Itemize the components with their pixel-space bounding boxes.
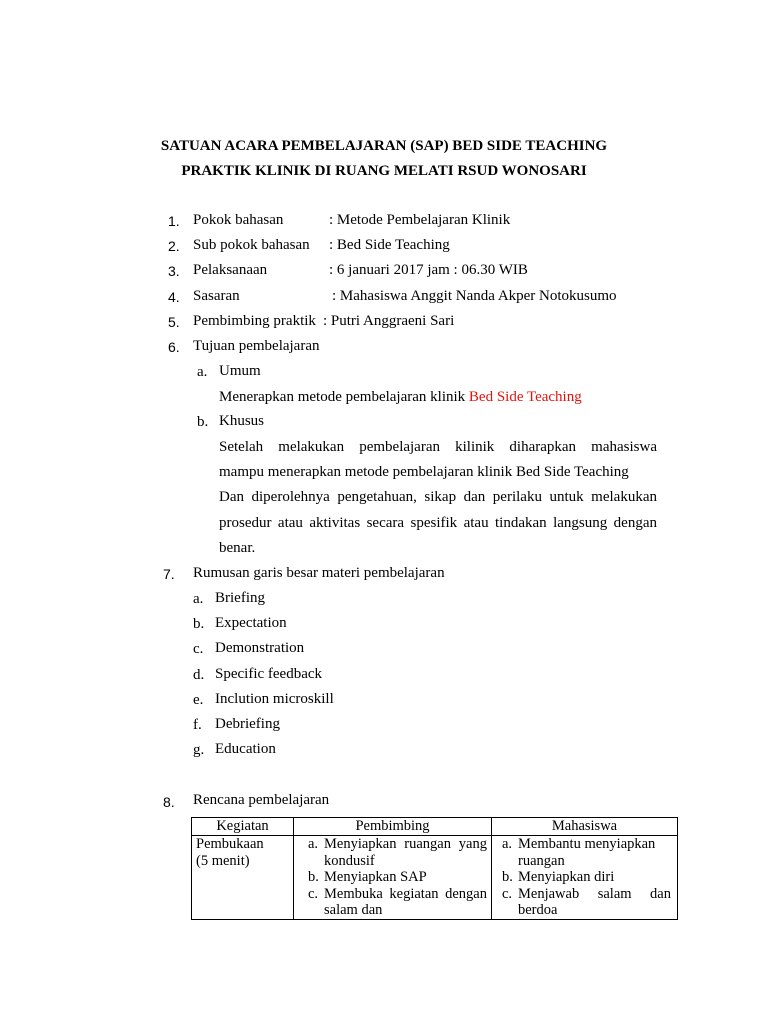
- header-kegiatan: Kegiatan: [192, 818, 294, 836]
- materi-marker: a.: [193, 591, 204, 607]
- item-number: 6.: [168, 339, 180, 355]
- document-title-line-1: SATUAN ACARA PEMBELAJARAN (SAP) BED SIDE TEACHING: [160, 138, 608, 154]
- umum-text: [219, 389, 582, 406]
- materi-heading: Rumusan garis besar materi pembelajaran: [193, 565, 445, 581]
- umum-marker: a.: [197, 364, 208, 380]
- khusus-line-2: mampu menerapkan metode pembelajaran klinik Bed Side Teaching: [219, 464, 629, 480]
- umum-text-highlight: Bed Side Teaching: [468, 389, 582, 405]
- rencana-heading: Rencana pembelajaran: [193, 792, 330, 808]
- materi-item: Inclution microskill: [215, 691, 334, 707]
- list-item: c. Menjawab salam dan berdoa: [502, 885, 671, 918]
- item-number: 7.: [163, 566, 175, 582]
- list-item: b. Menyiapkan diri: [502, 869, 615, 885]
- umum-label: Umum: [219, 363, 261, 379]
- rencana-table: [191, 817, 678, 920]
- table-row: [192, 836, 678, 920]
- header-mahasiswa: Mahasiswa: [492, 818, 678, 836]
- materi-marker: e.: [193, 692, 204, 708]
- item-value: : Metode Pembelajaran Klinik: [329, 212, 511, 228]
- list-item: b. Menyiapkan SAP: [308, 869, 427, 885]
- item-value: : 6 januari 2017 jam : 06.30 WIB: [329, 262, 528, 278]
- kegiatan-cell: [192, 836, 294, 920]
- umum-text-plain: Menerapkan metode pembelajaran klinik: [219, 389, 469, 405]
- khusus-marker: b.: [197, 414, 209, 430]
- kegiatan-line: (5 menit): [196, 853, 250, 869]
- item-number: 1.: [168, 213, 180, 229]
- item-value: : Mahasiswa Anggit Nanda Akper Notokusumo: [332, 288, 617, 304]
- khusus-line-4: prosedur atau aktivitas secara spesifik atau tindakan langsung dengan: [219, 515, 657, 531]
- item-value: : Putri Anggraeni Sari: [323, 313, 455, 329]
- khusus-line-5: benar.: [219, 540, 256, 556]
- materi-item: Education: [215, 741, 276, 757]
- document-title-line-2: PRAKTIK KLINIK DI RUANG MELATI RSUD WONOSARI: [181, 163, 587, 179]
- item-label: Pokok bahasan: [193, 212, 284, 228]
- header-pembimbing: Pembimbing: [294, 818, 492, 836]
- pembimbing-cell: [294, 836, 492, 920]
- materi-item: Expectation: [215, 615, 287, 631]
- item-label: Sub pokok bahasan: [193, 237, 310, 253]
- tujuan-heading: Tujuan pembelajaran: [193, 338, 320, 354]
- khusus-line-1: Setelah melakukan pembelajaran kilinik diharapkan mahasiswa: [219, 439, 657, 455]
- item-value: : Bed Side Teaching: [329, 237, 450, 253]
- list-item: a. Membantu menyiapkan ruangan: [502, 836, 656, 869]
- item-number: 3.: [168, 263, 180, 279]
- khusus-label: Khusus: [219, 413, 265, 429]
- table-header-row: [192, 818, 678, 836]
- item-number: 8.: [163, 794, 175, 810]
- materi-marker: b.: [193, 616, 205, 632]
- item-label: Sasaran: [193, 288, 240, 304]
- kegiatan-line: Pembukaan: [196, 836, 264, 852]
- materi-marker: f.: [193, 717, 202, 733]
- materi-marker: g.: [193, 742, 205, 758]
- item-label: Pembimbing praktik: [193, 313, 316, 329]
- materi-item: Debriefing: [215, 716, 280, 732]
- materi-item: Specific feedback: [215, 666, 323, 682]
- materi-marker: c.: [193, 641, 204, 657]
- mahasiswa-cell: [492, 836, 678, 920]
- item-number: 5.: [168, 314, 180, 330]
- list-item: c. Membuka kegiatan dengan salam dan: [308, 885, 487, 918]
- item-label: Pelaksanaan: [193, 262, 268, 278]
- item-number: 4.: [168, 289, 180, 305]
- materi-item: Briefing: [215, 590, 265, 606]
- materi-marker: d.: [193, 667, 205, 683]
- item-number: 2.: [168, 238, 180, 254]
- materi-item: Demonstration: [215, 640, 305, 656]
- khusus-line-3: Dan diperolehnya pengetahuan, sikap dan perilaku untuk melakukan: [219, 489, 657, 505]
- list-item: a. Menyiapkan ruangan yang kondusif: [308, 836, 487, 869]
